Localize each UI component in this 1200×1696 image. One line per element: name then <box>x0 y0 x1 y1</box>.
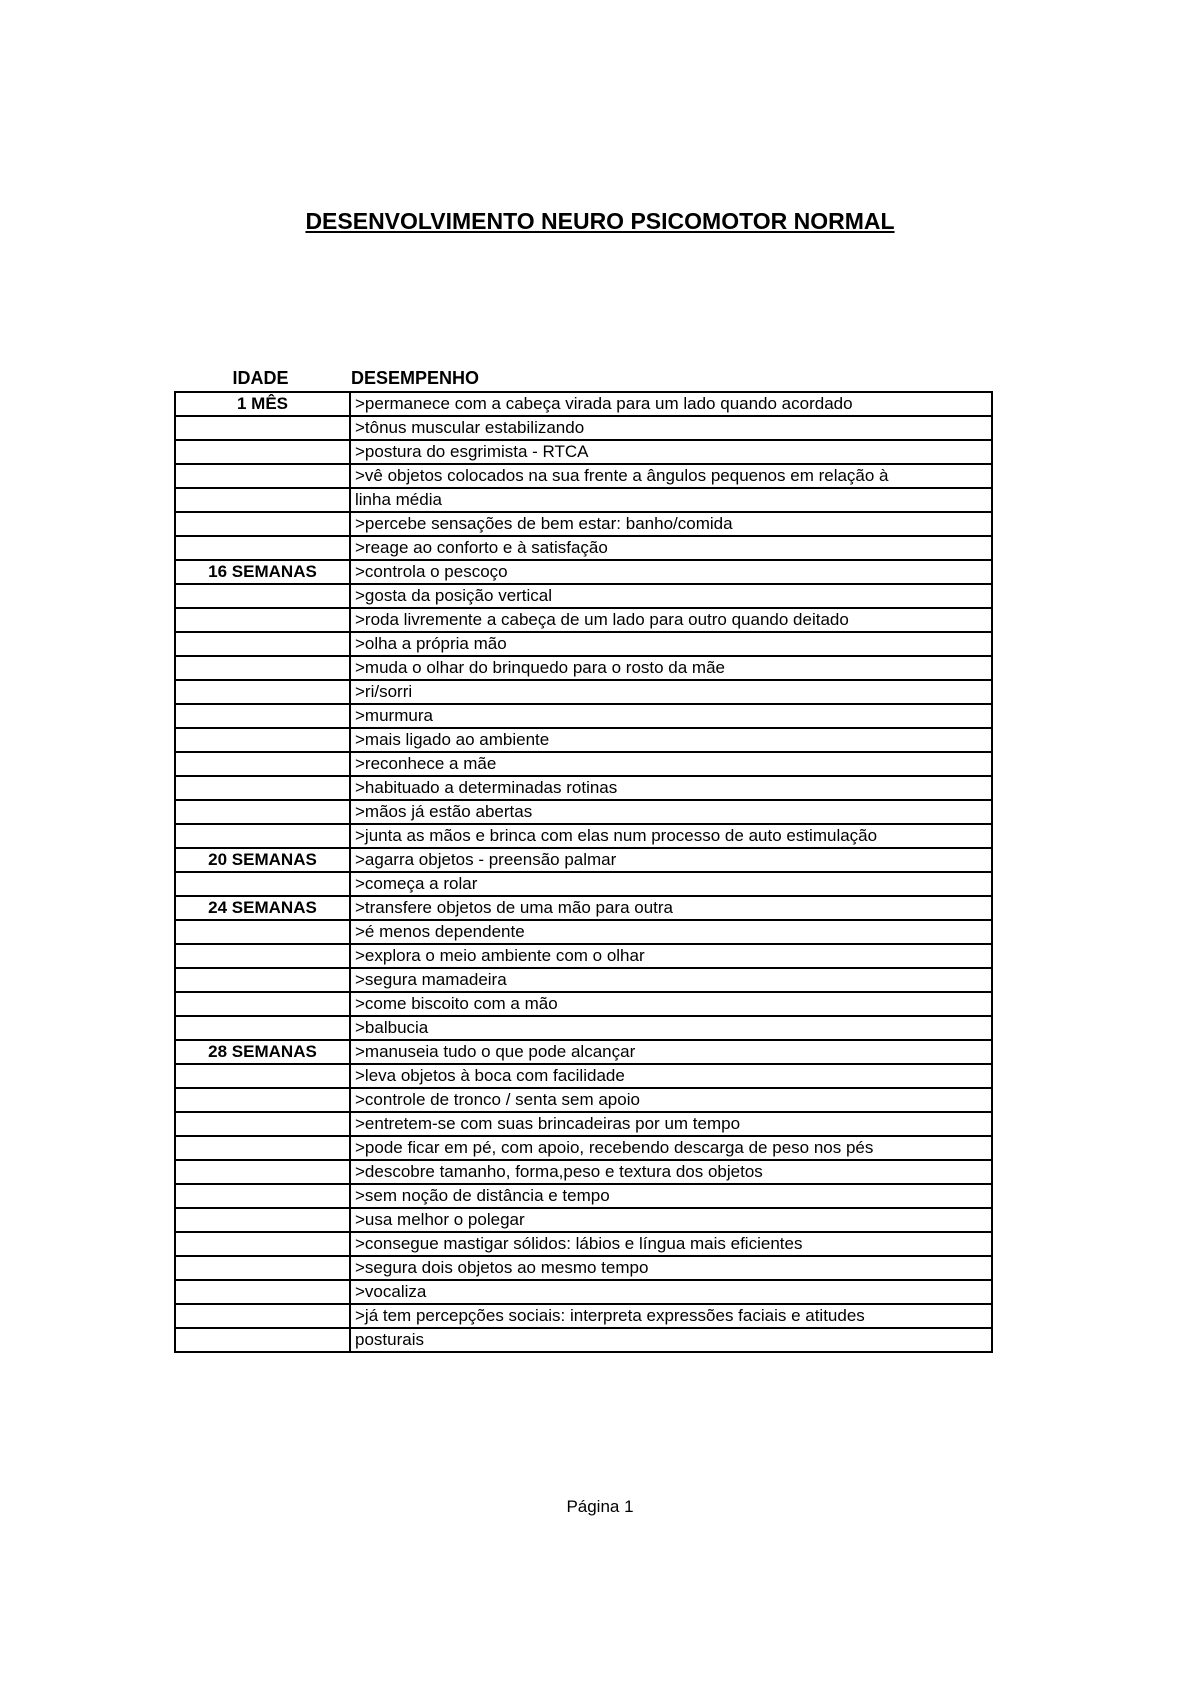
performance-cell: >controla o pescoço <box>350 560 992 584</box>
table-row <box>175 1208 992 1232</box>
table-row <box>175 992 992 1016</box>
page-number: Página 1 <box>566 1497 634 1516</box>
performance-cell: >vocaliza <box>350 1280 992 1304</box>
performance-cell: >controle de tronco / senta sem apoio <box>350 1088 992 1112</box>
table-row <box>175 584 992 608</box>
performance-cell: >junta as mãos e brinca com elas num processo de auto estimulação <box>350 824 992 848</box>
age-cell <box>175 968 350 992</box>
table-row <box>175 392 992 416</box>
performance-cell: posturais <box>350 1328 992 1352</box>
table-row <box>175 1184 992 1208</box>
table-row <box>175 1040 992 1064</box>
performance-cell: >postura do esgrimista - RTCA <box>350 440 992 464</box>
table-row <box>175 728 992 752</box>
performance-cell: >muda o olhar do brinquedo para o rosto da mãe <box>350 656 992 680</box>
performance-cell: >pode ficar em pé, com apoio, recebendo descarga de peso nos pés <box>350 1136 992 1160</box>
age-cell: 28 SEMANAS <box>175 1040 350 1064</box>
performance-cell: >transfere objetos de uma mão para outra <box>350 896 992 920</box>
table-row <box>175 608 992 632</box>
performance-cell: >começa a rolar <box>350 872 992 896</box>
table-row <box>175 848 992 872</box>
age-cell <box>175 1328 350 1352</box>
performance-cell: >habituado a determinadas rotinas <box>350 776 992 800</box>
performance-cell: >manuseia tudo o que pode alcançar <box>350 1040 992 1064</box>
age-cell <box>175 416 350 440</box>
age-cell <box>175 1136 350 1160</box>
age-cell <box>175 1088 350 1112</box>
table-row <box>175 896 992 920</box>
table-row <box>175 776 992 800</box>
age-cell <box>175 1208 350 1232</box>
performance-cell: >vê objetos colocados na sua frente a ângulos pequenos em relação à <box>350 464 992 488</box>
age-cell <box>175 1064 350 1088</box>
table-row <box>175 1088 992 1112</box>
age-cell <box>175 992 350 1016</box>
table-row <box>175 944 992 968</box>
age-cell <box>175 608 350 632</box>
age-cell <box>175 752 350 776</box>
page-title: DESENVOLVIMENTO NEURO PSICOMOTOR NORMAL <box>305 208 895 234</box>
column-header-age: IDADE <box>232 368 289 388</box>
age-cell <box>175 440 350 464</box>
age-cell <box>175 1304 350 1328</box>
performance-cell: >ri/sorri <box>350 680 992 704</box>
table-row <box>175 680 992 704</box>
table-row <box>175 920 992 944</box>
table-row <box>175 968 992 992</box>
performance-cell: >roda livremente a cabeça de um lado para outro quando deitado <box>350 608 992 632</box>
performance-cell: >entretem-se com suas brincadeiras por um tempo <box>350 1112 992 1136</box>
column-header-performance: DESEMPENHO <box>351 368 480 388</box>
age-cell <box>175 512 350 536</box>
table-row <box>175 1304 992 1328</box>
performance-cell: >segura dois objetos ao mesmo tempo <box>350 1256 992 1280</box>
performance-cell: >mãos já estão abertas <box>350 800 992 824</box>
performance-cell: >segura mamadeira <box>350 968 992 992</box>
table-row <box>175 1112 992 1136</box>
age-cell <box>175 488 350 512</box>
performance-cell: >já tem percepções sociais: interpreta expressões faciais e atitudes <box>350 1304 992 1328</box>
performance-cell: >tônus muscular estabilizando <box>350 416 992 440</box>
age-cell <box>175 1160 350 1184</box>
age-cell <box>175 872 350 896</box>
table-row <box>175 536 992 560</box>
performance-cell: >balbucia <box>350 1016 992 1040</box>
table-row <box>175 800 992 824</box>
table-row <box>175 464 992 488</box>
performance-cell: >usa melhor o polegar <box>350 1208 992 1232</box>
performance-cell: >é menos dependente <box>350 920 992 944</box>
age-cell <box>175 800 350 824</box>
age-cell <box>175 680 350 704</box>
age-cell <box>175 1280 350 1304</box>
performance-cell: >reconhece a mãe <box>350 752 992 776</box>
table-row <box>175 488 992 512</box>
table-row <box>175 1016 992 1040</box>
performance-cell: >sem noção de distância e tempo <box>350 1184 992 1208</box>
age-cell: 16 SEMANAS <box>175 560 350 584</box>
table-row <box>175 1328 992 1352</box>
age-cell <box>175 536 350 560</box>
age-cell <box>175 1016 350 1040</box>
table-row <box>175 1160 992 1184</box>
age-cell <box>175 464 350 488</box>
table-row <box>175 1232 992 1256</box>
table-row <box>175 1256 992 1280</box>
performance-cell: >explora o meio ambiente com o olhar <box>350 944 992 968</box>
table-row <box>175 656 992 680</box>
table-row <box>175 824 992 848</box>
development-table <box>174 391 993 1353</box>
performance-cell: >descobre tamanho, forma,peso e textura dos objetos <box>350 1160 992 1184</box>
table-row <box>175 560 992 584</box>
age-cell <box>175 704 350 728</box>
performance-cell: >percebe sensações de bem estar: banho/comida <box>350 512 992 536</box>
age-cell <box>175 1232 350 1256</box>
performance-cell: >murmura <box>350 704 992 728</box>
performance-cell: >come biscoito com a mão <box>350 992 992 1016</box>
table-row <box>175 704 992 728</box>
table-row <box>175 1280 992 1304</box>
age-cell <box>175 944 350 968</box>
table-body <box>175 392 992 1352</box>
table-row <box>175 1064 992 1088</box>
table-row <box>175 872 992 896</box>
performance-cell: >consegue mastigar sólidos: lábios e língua mais eficientes <box>350 1232 992 1256</box>
table-row <box>175 752 992 776</box>
age-cell <box>175 584 350 608</box>
performance-cell: >gosta da posição vertical <box>350 584 992 608</box>
table-row <box>175 1136 992 1160</box>
performance-cell: >mais ligado ao ambiente <box>350 728 992 752</box>
performance-cell: >olha a própria mão <box>350 632 992 656</box>
age-cell: 1 MÊS <box>175 392 350 416</box>
age-cell <box>175 1256 350 1280</box>
age-cell <box>175 632 350 656</box>
age-cell <box>175 1112 350 1136</box>
table-row <box>175 632 992 656</box>
age-cell <box>175 920 350 944</box>
age-cell <box>175 728 350 752</box>
performance-cell: >leva objetos à boca com facilidade <box>350 1064 992 1088</box>
age-cell <box>175 776 350 800</box>
performance-cell: >permanece com a cabeça virada para um lado quando acordado <box>350 392 992 416</box>
table-row <box>175 416 992 440</box>
age-cell <box>175 1184 350 1208</box>
age-cell: 24 SEMANAS <box>175 896 350 920</box>
table-row <box>175 512 992 536</box>
performance-cell: linha média <box>350 488 992 512</box>
age-cell: 20 SEMANAS <box>175 848 350 872</box>
table-row <box>175 440 992 464</box>
age-cell <box>175 824 350 848</box>
performance-cell: >agarra objetos - preensão palmar <box>350 848 992 872</box>
performance-cell: >reage ao conforto e à satisfação <box>350 536 992 560</box>
age-cell <box>175 656 350 680</box>
